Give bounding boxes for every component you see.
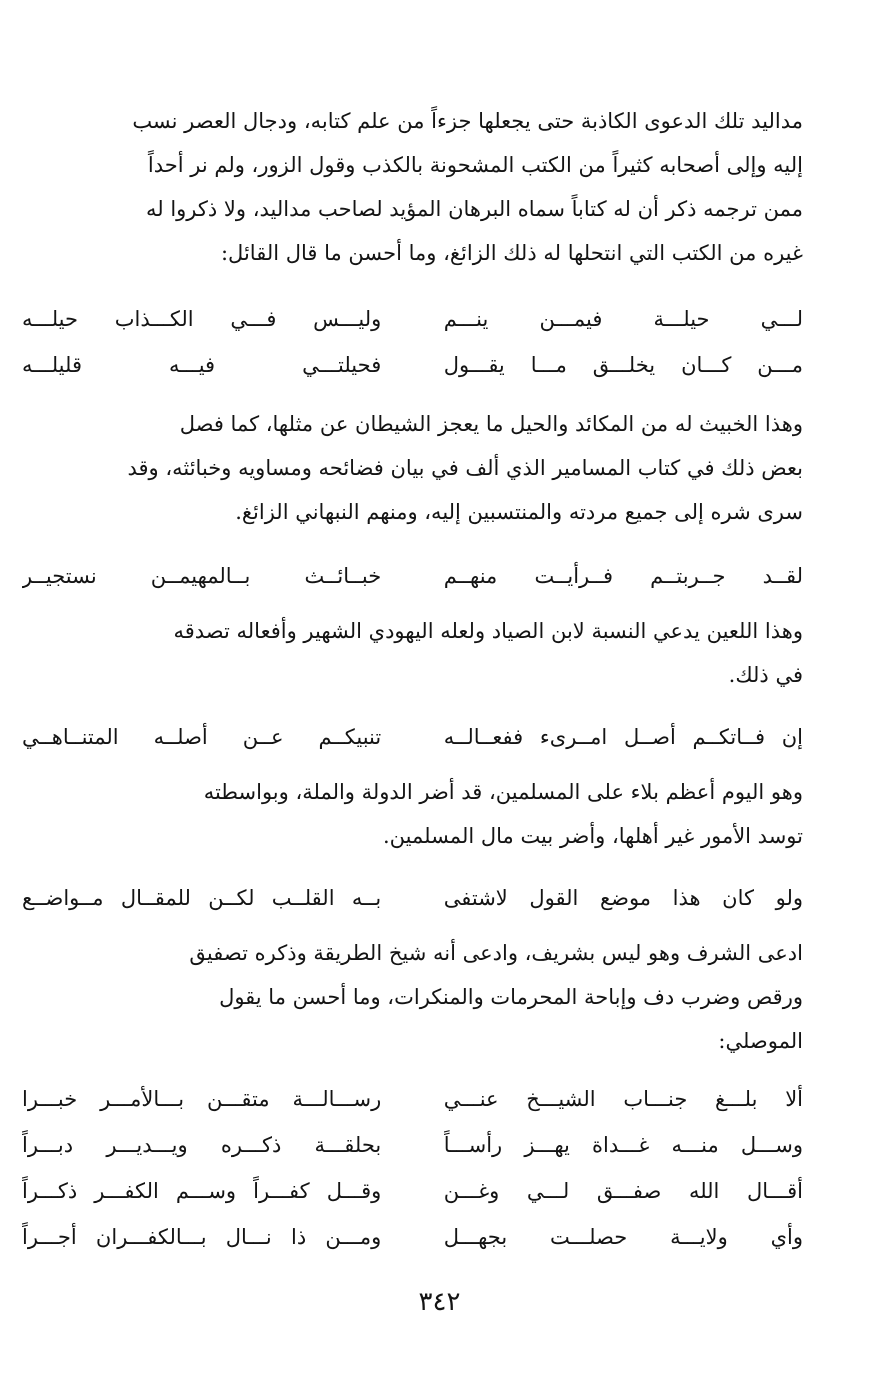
text-line: وهذا الخبيث له من المكائد والحيل ما يعجز الشيطان عن مثلها، كما فصل [179,412,803,436]
verse-first-hemistich: ولو كان هذا موضع القول لاشتفى [443,886,803,910]
verse-first-hemistich: مـــن كـــان يخلـــق مـــا يقـــول [443,353,803,377]
verse-line [22,875,803,921]
verse-first-hemistich: لـــي حيلـــة فيمـــن ينـــم [443,307,803,331]
verse-first-hemistich: أقـــال الله صفـــق لـــي وغـــن [443,1179,803,1203]
page-number: ٣٤٢ [418,1287,461,1317]
verse-block-2 [22,553,803,599]
verse-first-hemistich: وأي ولايـــة حصلـــت بجهـــل [443,1225,803,1249]
verse-line [22,296,803,342]
verse-second-hemistich: وليـــس فـــي الكـــذاب حيلـــه [22,307,382,331]
paragraph-2 [22,402,803,534]
verse-first-hemistich: إن فــاتكــم أصــل امــرىء ففعــالــه [443,725,803,749]
text-line: ممن ترجمه ذكر أن له كتاباً سماه البرهان المؤيد لصاحب مداليد، ولا ذكروا له [145,197,803,221]
verse-first-hemistich: وســـل منـــه غـــداة يهـــز رأســـاً [443,1133,803,1157]
verse-first-hemistich: ألا بلـــغ جنـــاب الشيـــخ عنـــي [443,1087,803,1111]
text-line: مداليد تلك الدعوى الكاذبة حتى يجعلها جزءاً من علم كتابه، ودجال العصر نسب [132,109,803,133]
text-line: سرى شره إلى جميع مردته والمنتسبين إليه، ومنهم النبهاني الزائغ. [235,500,803,524]
text-line: إليه وإلى أصحابه كثيراً من الكتب المشحونة بالكذب وقول الزور، ولم نر أحداً [147,153,803,177]
verse-line [22,553,803,599]
verse-block-3 [22,714,803,760]
paragraph-5 [22,931,803,1063]
verse-second-hemistich: رســـالـــة متقـــن بـــالأمـــر خبـــرا [22,1087,382,1111]
text-line: ادعى الشرف وهو ليس بشريف، وادعى أنه شيخ الطريقة وذكره تصفيق [189,941,803,965]
verse-second-hemistich: تنبيكــم عــن أصلــه المتنــاهــي [22,725,382,749]
verse-line [22,342,803,388]
verse-line [22,1076,803,1122]
verse-second-hemistich: خبــائــث بــالمهيمــن نستجيــر [22,564,382,588]
verse-block-4 [22,875,803,921]
verse-line [22,1122,803,1168]
verse-block-1 [22,296,803,388]
text-line: وهذا اللعين يدعي النسبة لابن الصياد ولعله اليهودي الشهير وأفعاله تصدقه [173,619,803,643]
verse-line [22,1168,803,1214]
text-line: وهو اليوم أعظم بلاء على المسلمين، قد أضر الدولة والملة، وبواسطته [203,780,803,804]
verse-first-hemistich: لقــد جــربتــم فــرأيــت منهــم [443,564,803,588]
text-line: في ذلك. [728,663,803,687]
verse-line [22,714,803,760]
verse-second-hemistich: ومـــن ذا نـــال بـــالكفـــران أجـــراً [22,1225,382,1249]
text-line: بعض ذلك في كتاب المسامير الذي ألف في بيان فضائحه ومساويه وخبائثه، وقد [127,456,803,480]
text-line: غيره من الكتب التي انتحلها له ذلك الزائغ، وما أحسن ما قال القائل: [220,241,803,265]
verse-second-hemistich: بــه القلــب لكــن للمقــال مــواضــع [22,886,382,910]
verse-second-hemistich: بحلقـــة ذكـــره ويـــديـــر دبـــراً [22,1133,382,1157]
verse-block-5 [22,1076,803,1260]
paragraph-3 [22,609,803,697]
text-line: الموصلي: [718,1029,803,1053]
paragraph-4 [22,770,803,858]
text-line: توسد الأمور غير أهلها، وأضر بيت مال المسلمين. [382,824,803,848]
verse-line [22,1214,803,1260]
verse-second-hemistich: وقـــل كفـــراً وســـم الكفـــر ذكـــراً [22,1179,382,1203]
text-line: ورقص وضرب دف وإباحة المحرمات والمنكرات، وما أحسن ما يقول [219,985,803,1009]
verse-second-hemistich: فحيلتـــي فيـــه قليلـــه [22,353,382,377]
paragraph-1 [22,99,803,275]
